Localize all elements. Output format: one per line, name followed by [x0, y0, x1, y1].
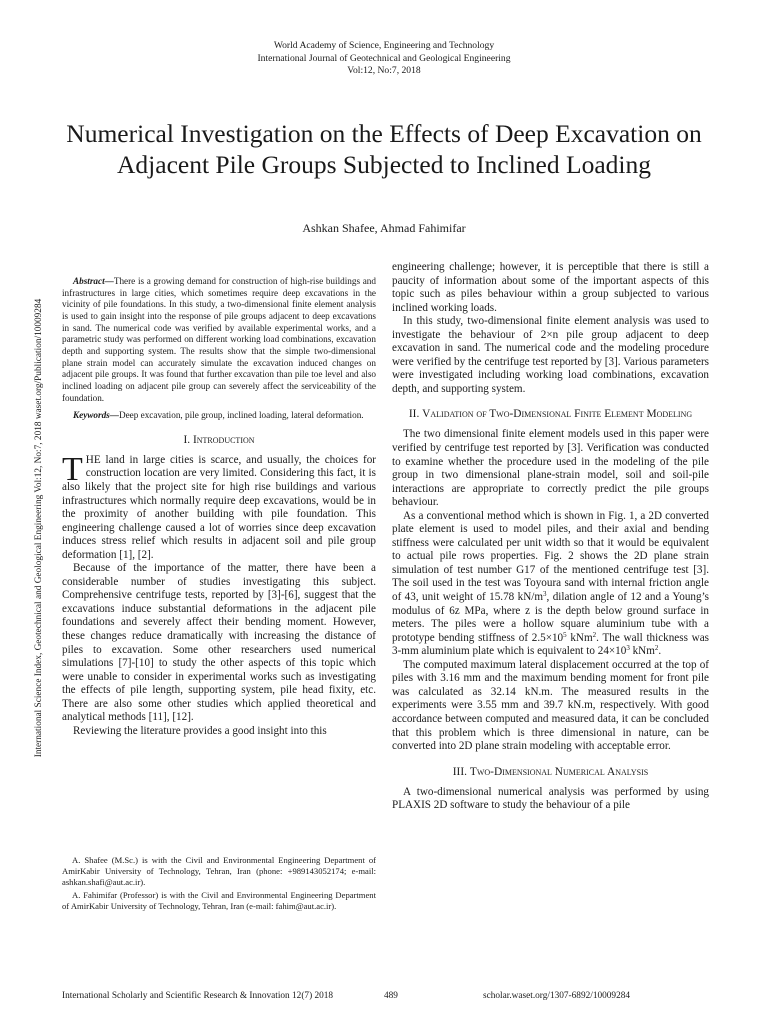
- keywords: [62, 410, 376, 422]
- intro-paragraph-1: THE land in large cities is scarce, and usually, the choices for construction location are very limited. Considering this fact, it is also likely that the project site for high rise buildings and various infrastructures which normally require deep excavations, would be in the proximity of another building with pile foundation. This engineering challenge caused a lot of worries since deep excavation induces stress relief which results in adjacent soil and pile group deformation [1], [2].: [62, 450, 376, 561]
- section-heading-numerical: III. Two-Dimensional Numerical Analysis: [452, 765, 649, 778]
- side-margin-text: International Science Index, Geotechnical and Geological Engineering Vol:12, No:7, 2018 waset.org/Publication/10009284: [34, 298, 44, 758]
- left-column: [62, 276, 376, 738]
- drop-cap: T: [62, 450, 83, 488]
- section-heading-validation: II. Validation of Two-Dimensional Finite Element Modeling: [408, 408, 693, 421]
- right-paragraph-3: The two dimensional finite element models used in this paper were verified by centrifuge test reported by [3]. Verification was conducted to examine whether the procedure used in the modeling of the pile group in two dimensional plane-strain model, soil and soil-pile interactions are appropriate to correctly predict the pile groups behaviour.: [392, 428, 709, 509]
- abstract-label: Abstract—: [73, 276, 114, 286]
- intro-paragraph-3: Reviewing the literature provides a good insight into this: [73, 724, 327, 737]
- keywords-text: Deep excavation, pile group, inclined loading, lateral deformation.: [118, 410, 364, 421]
- paper-title: Numerical Investigation on the Effects of Deep Excavation on Adjacent Pile Groups Subjected to Inclined Loading: [66, 119, 702, 179]
- section-number: I.: [183, 433, 191, 446]
- section-title: Introduction: [192, 433, 255, 446]
- right-paragraph-5: The computed maximum lateral displacement occurred at the top of piles with 3.16 mm and the maximum bending moment for front pile was calculated as 32.14 kN.m. The measured results in the experiments were 3.55 mm and 39.7 kN.m, respectively. With good accordance between computed and measured data, it can be concluded that this problem which is three dimensional in nature, can be converted into 2D plane strain modeling with acceptable error.: [392, 658, 709, 753]
- abstract: [62, 276, 376, 404]
- footnote-2: A. Fahimifar (Professor) is with the Civil and Environmental Engineering Department of AmirKabir University of Technology, Tehran, Iran (e-mail: fahim@aut.ac.ir).: [62, 890, 376, 911]
- footer-url[interactable]: scholar.waset.org/1307-6892/10009284: [483, 991, 631, 1001]
- right-paragraph-1: engineering challenge; however, it is perceptible that there is still a paucity of information about some of the important aspects of this topic such as piles behaviour within a group subjected to various inclined working loads.: [392, 261, 709, 314]
- section-heading-introduction: [62, 433, 376, 447]
- keywords-label: Keywords—: [73, 410, 119, 421]
- footer-journal: International Scholarly and Scientific Research & Innovation 12(7) 2018: [62, 991, 334, 1001]
- footer-page-number: 489: [384, 991, 398, 1001]
- author-footnotes: [62, 855, 376, 914]
- right-paragraph-6: A two-dimensional numerical analysis was performed by using PLAXIS 2D software to study the behaviour of a pile: [392, 785, 709, 812]
- header-line-2: International Journal of Geotechnical and Geological Engineering: [257, 52, 511, 64]
- footnote-1: A. Shafee (M.Sc.) is with the Civil and Environmental Engineering Department of AmirKabir University of Technology, Tehran, Iran (phone: +989143052174; e-mail: ashkan.shafi@aut.ac.ir).: [62, 855, 376, 887]
- header-line-1: World Academy of Science, Engineering and Technology: [273, 40, 495, 51]
- intro-paragraph-2: Because of the importance of the matter, there have been a considerable number of studies investigating this subject. Comprehensive centrifuge tests, reported by [3]-[6], suggest that the excavations induce substantial deformations in the adjacent pile foundations and severely affect their bending moment. However, these changes reduce dramatically with increasing the distance of piles to excavation. Some other researchers used numerical simulations [7]-[10] to study the other aspects of this topic which were unable to consider in experimental works such as investigating the effects of pile length, supporting system, pile head fixity, etc. There are also some other studies which applied theoretical and analytical methods [11], [12].: [62, 562, 376, 724]
- right-paragraph-2: In this study, two-dimensional finite element analysis was used to investigate the behaviour of 2×n pile group adjacent to deep excavation in sand. The numerical code and the modeling procedure were verified by the centrifuge test reported by [3]. Various parameters were investigated including working load combinations, excavation depth, and supporting system.: [392, 315, 709, 395]
- header-line-3: Vol:12, No:7, 2018: [347, 65, 421, 76]
- paper-authors: Ashkan Shafee, Ahmad Fahimifar: [302, 221, 466, 235]
- abstract-text: There is a growing demand for construction of high-rise buildings and infrastructures in large cities, which sometimes require deep excavations in the vicinity of pile foundations. In this study, a two-dimensional finite element analysis is used to gain insight into the response of pile groups adjacent to deep excavations in sand. The numerical code was verified by available experimental works, and a parametric study was performed on different working load combinations, excavation depth and supporting system. The results show that the simple two-dimensional plane strain model can accurately simulate the excavation induced changes on adjacent pile groups. It was found that further excavation than pile toe level and also inclined loading on adjacent pile group can severely affect the serviceability of the foundation.: [62, 276, 376, 403]
- right-paragraph-4: As a conventional method which is shown in Fig. 1, a 2D converted plate element is used to model piles, and their axial and bending stiffness were calculated per unit width so that it would be equivalent to actual pile rows properties. Fig. 2 shows the 2D plane strain simulation of test number G17 of the mentioned centrifuge test [3]. The soil used in the test was Toyoura sand with internal friction angle of 43, unit weight of 15.78 $kN/m^3$, dilation angle of 12 and a Young’s modulus of 6z MPa, where z is the depth below ground surface in meters. The piles were a hollow square aluminium tube with a prototype bending stiffness of $2.5\times 10^5$ kNm$^2$. The wall thickness was 3-mm aluminium plate which is equivalent to $24\times 10^3$ kNm$^2$.: [392, 509, 710, 658]
- right-column: [392, 261, 709, 813]
- journal-header: [0, 40, 768, 78]
